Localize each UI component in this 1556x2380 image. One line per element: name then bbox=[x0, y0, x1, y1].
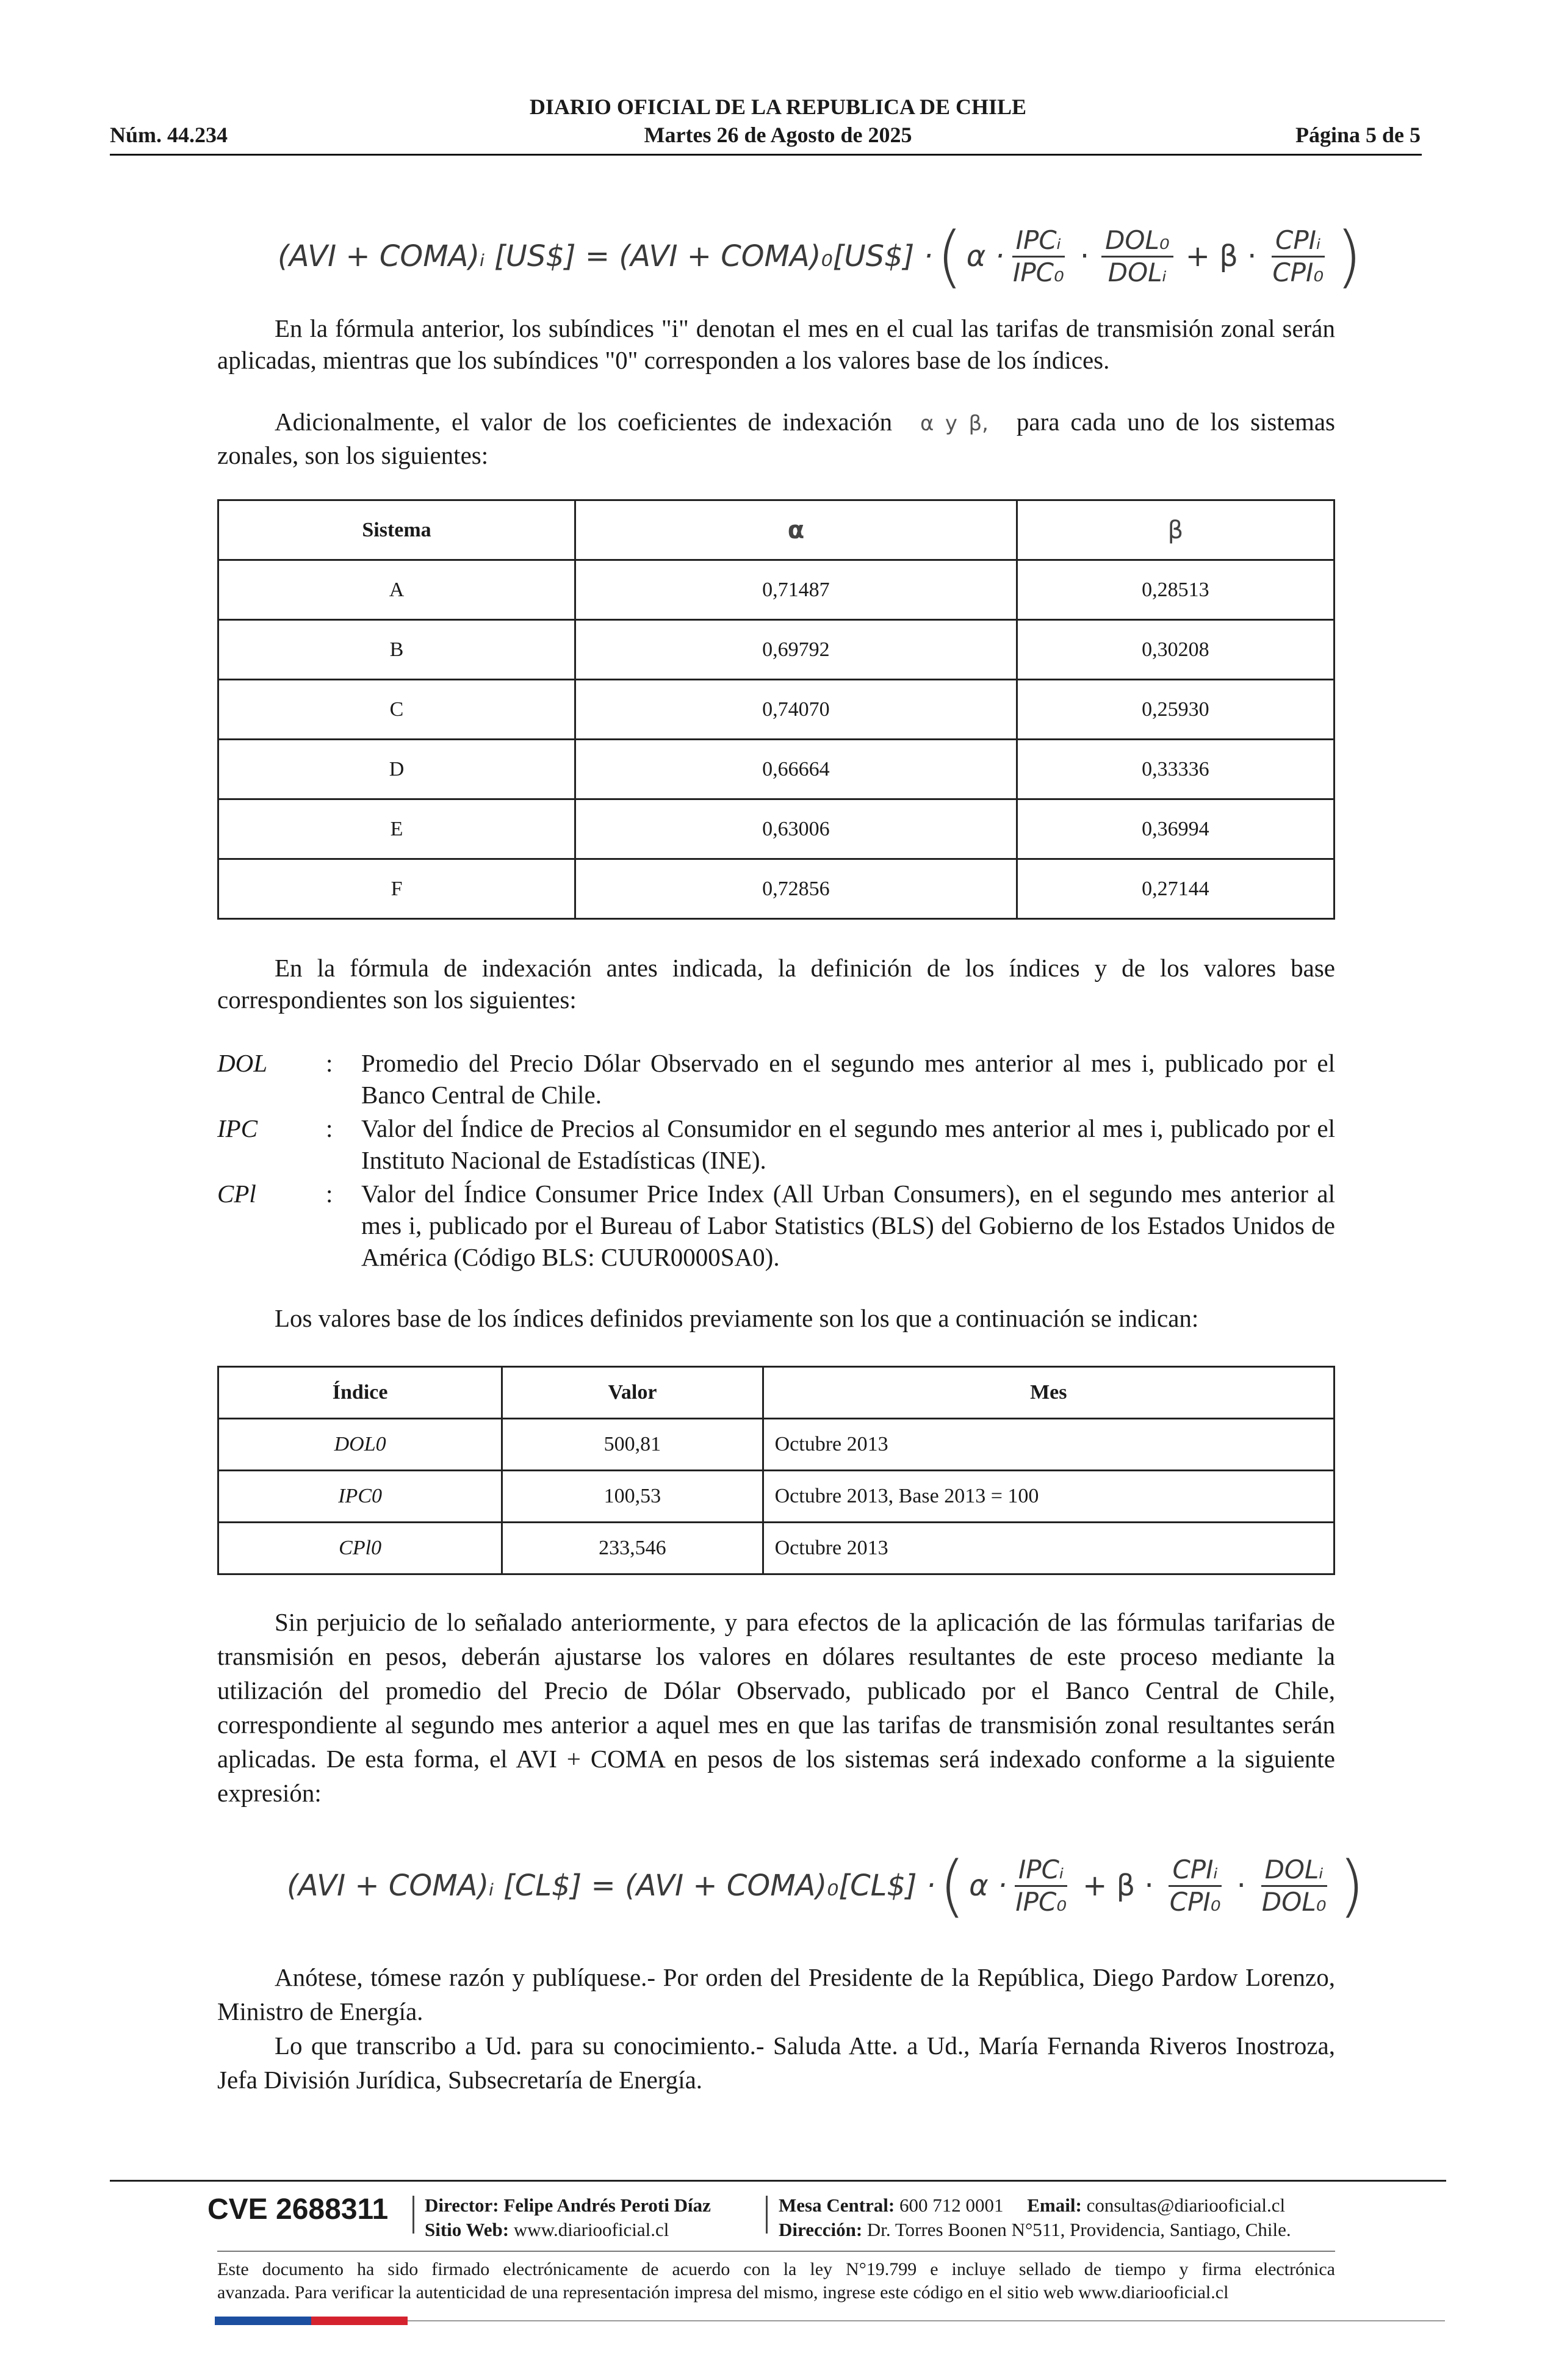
footer-bottom-rule bbox=[408, 2320, 1445, 2321]
table-row: IPC0 100,53 Octubre 2013, Base 2013 = 100 bbox=[218, 1471, 1334, 1523]
table-header-row bbox=[218, 500, 1334, 560]
definition-desc: Promedio del Precio Dólar Observado en el segundo mes anterior al mes i, publicado por el Banco Central de Chile. bbox=[361, 1049, 1335, 1109]
col-header-indice: Índice bbox=[218, 1367, 502, 1419]
address: Dr. Torres Boonen N°511, Providencia, Santiago, Chile. bbox=[866, 2219, 1291, 2240]
flag-stripe-blue bbox=[215, 2317, 311, 2325]
signature-note-line1: Este documento ha sido firmado electrónicamente de acuerdo con la ley N°19.799 e incluye sellado de tiempo y firma electrónica bbox=[217, 2259, 1335, 2279]
email-link[interactable]: consultas@diariooficial.cl bbox=[1086, 2194, 1286, 2216]
paragraph-anotese: Anótese, tómese razón y publíquese.- Por orden del Presidente de la República, Diego Pardow Lorenzo, Ministro de Energía. bbox=[217, 1963, 1335, 2025]
header-divider bbox=[110, 154, 1422, 156]
page-indicator: Página 5 de 5 bbox=[1295, 123, 1421, 147]
formula-clp-lhs: (AVI + COMA)ᵢ [CL$] = (AVI + COMA)₀[CL$] · bbox=[287, 1869, 936, 1903]
formula-clp bbox=[287, 1837, 1365, 1935]
paragraph-definicion-indices: En la fórmula de indexación antes indicada, la definición de los índices y de los valores base correspondientes son los siguientes: bbox=[217, 954, 1335, 1014]
paragraph-subindices: En la fórmula anterior, los subíndices "i" denotan el mes en el cual las tarifas de transmisión zonal serán aplicadas, mientras que los subíndices "0" corresponden a los valores base de los índices. bbox=[217, 314, 1335, 374]
multiply-dot: · bbox=[1236, 1869, 1246, 1903]
table-row: B 0,69792 0,30208 bbox=[218, 620, 1334, 680]
table-row: A 0,71487 0,28513 bbox=[218, 560, 1334, 620]
definition-term: DOL bbox=[217, 1049, 268, 1077]
formula-clp-beta: + β · bbox=[1082, 1869, 1154, 1903]
formula-usd-alpha: α · bbox=[966, 239, 1004, 273]
footer-separator bbox=[412, 2196, 414, 2234]
formula-clp-alpha: α · bbox=[969, 1869, 1007, 1903]
definition-term: CPl bbox=[217, 1180, 256, 1208]
footer-separator bbox=[766, 2196, 768, 2234]
table-row: C 0,74070 0,25930 bbox=[218, 680, 1334, 740]
paragraph-valores-base: Los valores base de los índices definidos previamente son los que a continuación se indican: bbox=[275, 1304, 1199, 1332]
formula-usd bbox=[278, 211, 1363, 302]
issue-number: Núm. 44.234 bbox=[110, 123, 228, 147]
fraction-cpi: $\frac{\text{CPIᵢ}}{\text{CPI₀}}$ bbox=[1272, 225, 1324, 287]
fraction-dol: $\frac{\text{DOL₀}}{\text{DOLᵢ}}$ bbox=[1101, 225, 1173, 288]
open-paren: ( bbox=[936, 217, 963, 295]
formula-usd-beta: + β · bbox=[1185, 239, 1257, 273]
fraction-cpi: $\frac{\text{CPIᵢ}}{\text{CPI₀}}$ bbox=[1169, 1854, 1221, 1917]
col-header-sistema: Sistema bbox=[218, 500, 575, 560]
formula-usd-lhs: (AVI + COMA)ᵢ [US$] = (AVI + COMA)₀[US$] · bbox=[278, 239, 933, 273]
flag-stripe-red bbox=[311, 2317, 408, 2325]
multiply-dot: · bbox=[1079, 239, 1090, 273]
table-row: E 0,63006 0,36994 bbox=[218, 799, 1334, 859]
alpha-beta-symbol: α y β, bbox=[920, 411, 989, 436]
footer-divider bbox=[110, 2180, 1446, 2182]
footer-contact-block: Mesa Central: 600 712 0001 Email: consultas@diariooficial.cl Dirección: Dr. Torres Boonen N°511, Providencia, Santiago, Chile. bbox=[779, 2194, 1291, 2240]
footer-director-block: Director: Felipe Andrés Peroti Díaz Sitio Web: www.diariooficial.cl bbox=[425, 2194, 711, 2240]
phone-number: 600 712 0001 bbox=[899, 2194, 1004, 2216]
table-row: DOL0 500,81 Octubre 2013 bbox=[218, 1419, 1334, 1471]
table-header-row bbox=[218, 1367, 1334, 1419]
col-header-beta: β bbox=[1017, 500, 1334, 560]
table-row: CPl0 233,546 Octubre 2013 bbox=[218, 1523, 1334, 1574]
table-row: D 0,66664 0,33336 bbox=[218, 740, 1334, 799]
footer-inner-divider bbox=[217, 2251, 1335, 2252]
paragraph-coeficientes: Adicionalmente, el valor de los coeficientes de indexación α y β, para cada uno de los sistemas zonales, son los siguientes: bbox=[217, 408, 1336, 469]
fraction-ipc: $\frac{\text{IPCᵢ}}{\text{IPC₀}}$ bbox=[1015, 1854, 1067, 1917]
cve-code: CVE 2688311 bbox=[207, 2193, 389, 2226]
col-header-valor: Valor bbox=[502, 1367, 763, 1419]
definition-desc: Valor del Índice Consumer Price Index (All Urban Consumers), en el segundo mes anterior al mes i, publicado por el Bureau of Labor Statistics (BLS) del Gobierno de los Estados Unidos de América (Código BLS: CUUR0000SA0). bbox=[361, 1180, 1335, 1271]
fraction-ipc: $\frac{\text{IPCᵢ}}{\text{IPC₀}}$ bbox=[1012, 225, 1064, 287]
close-paren: ) bbox=[1336, 217, 1363, 295]
col-header-mes: Mes bbox=[763, 1367, 1334, 1419]
col-header-alpha: α bbox=[575, 500, 1017, 560]
website-link[interactable]: www.diariooficial.cl bbox=[513, 2219, 669, 2240]
fraction-dol: $\frac{\text{DOLᵢ}}{\text{DOL₀}}$ bbox=[1261, 1854, 1327, 1917]
definition-dol: DOL : Promedio del Precio Dólar Observado en el segundo mes anterior al mes i, publicado por el Banco Central de Chile. bbox=[217, 1047, 1335, 1111]
issue-date: Martes 26 de Agosto de 2025 bbox=[644, 123, 912, 147]
open-paren: ( bbox=[939, 1847, 966, 1925]
signature-note-line2: avanzada. Para verificar la autenticidad de una representación impresa del mismo, ingrese este código en el sitio web www.diariooficial.cl bbox=[217, 2282, 1229, 2302]
director-name: Felipe Andrés Peroti Díaz bbox=[503, 2194, 711, 2216]
newspaper-title: DIARIO OFICIAL DE LA REPUBLICA DE CHILE bbox=[529, 95, 1027, 119]
definition-cpi: CPl : Valor del Índice Consumer Price Index (All Urban Consumers), en el segundo mes anterior al mes i, publicado por el Bureau of Labor Statistics (BLS) del Gobierno de los Estados Unidos de América (Código BLS: CUUR0000SA0). bbox=[217, 1178, 1335, 1273]
definition-desc: Valor del Índice de Precios al Consumidor en el segundo mes anterior al mes i, publicado por el Instituto Nacional de Estadísticas (INE). bbox=[361, 1114, 1335, 1174]
table-row: F 0,72856 0,27144 bbox=[218, 859, 1334, 919]
close-paren: ) bbox=[1338, 1847, 1365, 1925]
paragraph-ajuste-pesos: Sin perjuicio de lo señalado anteriormente, y para efectos de la aplicación de las fórmulas tarifarias de transmisión en pesos, deberán ajustarse los valores en dólares resultantes de este proceso mediante la utilización del promedio del Precio de Dólar Observado, publicado por el Banco Central de Chile, correspondiente al segundo mes anterior a aquel mes en que las tarifas de transmisión zonal resultantes serán aplicadas. De esta forma, el AVI + COMA en pesos de los sistemas será indexado conforme a la siguiente expresión: bbox=[217, 1608, 1335, 1807]
definition-term: IPC bbox=[217, 1114, 258, 1142]
paragraph-transcribo: Lo que transcribo a Ud. para su conocimiento.- Saluda Atte. a Ud., María Fernanda Riveros Inostroza, Jefa División Jurídica, Subsecretaría de Energía. bbox=[217, 2032, 1335, 2094]
definition-ipc: IPC : Valor del Índice de Precios al Consumidor en el segundo mes anterior al mes i, publicado por el Instituto Nacional de Estadísticas (INE). bbox=[217, 1112, 1335, 1176]
base-values-table bbox=[217, 1366, 1335, 1575]
coefficients-table bbox=[217, 499, 1335, 920]
